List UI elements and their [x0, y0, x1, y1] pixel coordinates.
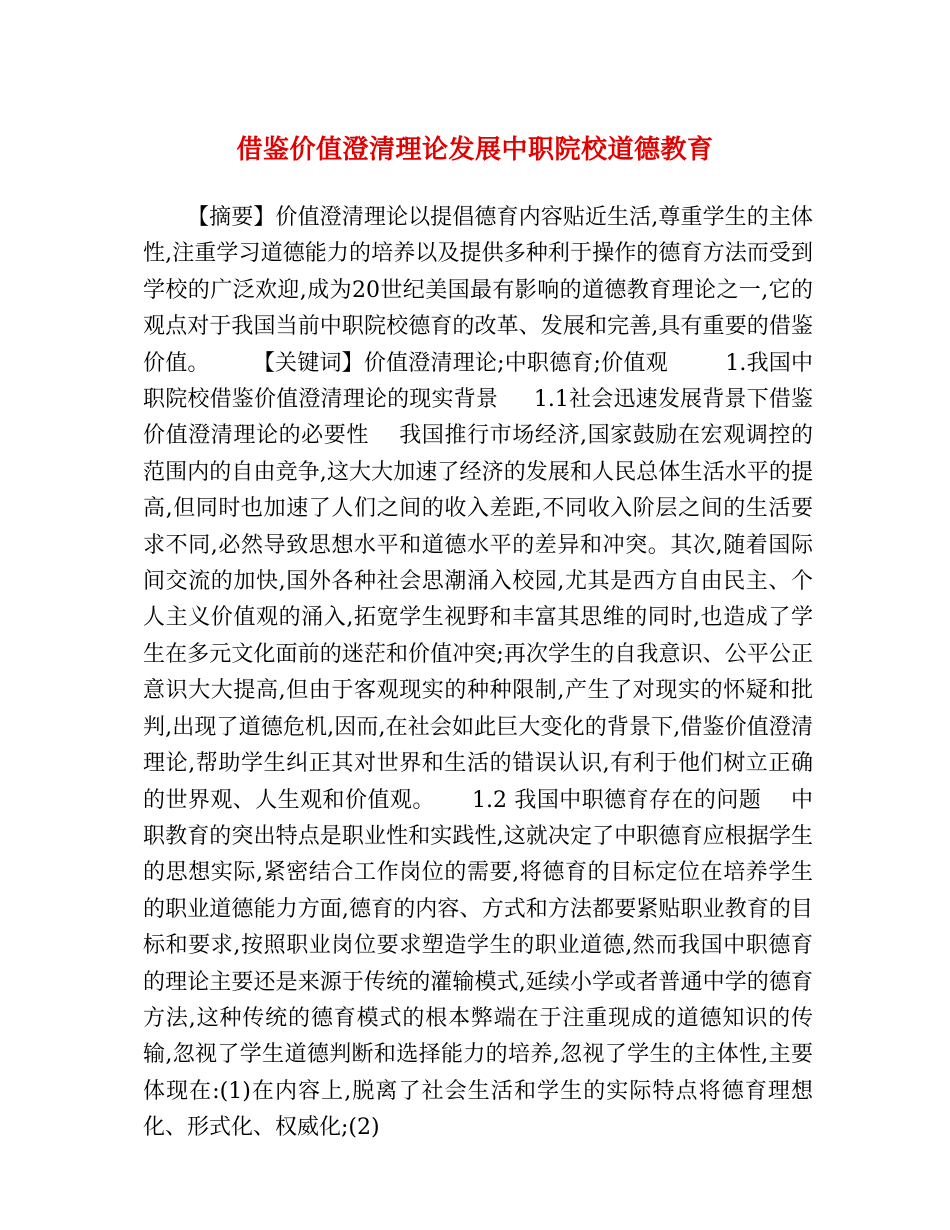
document-body: 【摘要】价值澄清理论以提倡德育内容贴近生活,尊重学生的主体性,注重学习道德能力的培养以及提供多种利于操作的德育方法而受到学校的广泛欢迎,成为20世纪美国最有影响的道德教育理论之一,它的观点对于我国当前中职院校德育的改革、发展和完善,具有重要的借鉴价值。 【关键词】价值澄清理论;中职德育;价值观 1.我国中职院校借鉴价值澄清理论的现实背景 1.1社会迅速发展背景下借鉴价值澄清理论的必要性 我国推行市场经济,国家鼓励在宏观调控的范围内的自由竞争,这大大加速了经济的发展和人民总体生活水平的提高,但同时也加速了人们之间的收入差距,不同收入阶层之间的生活要求不同,必然导致思想水平和道德水平的差异和冲突。其次,随着国际间交流的加快,国外各种社会思潮涌入校园,尤其是西方自由民主、个人主义价值观的涌入,拓宽学生视野和丰富其思维的同时,也造成了学生在多元文化面前的迷茫和价值冲突;再次学生的自我意识、公平公正意识大大提高,但由于客观现实的种种限制,产生了对现实的怀疑和批判,出现了道德危机,因而,在社会如此巨大变化的背景下,借鉴价值澄清理论,帮助学生纠正其对世界和生活的错误认识,有利于他们树立正确的世界观、人生观和价值观。 1.2 我国中职德育存在的问题 中职教育的突出特点是职业性和实践性,这就决定了中职德育应根据学生的思想实际,紧密结合工作岗位的需要,将德育的目标定位在培养学生的职业道德能力方面,德育的内容、方式和方法都要紧贴职业教育的目标和要求,按照职业岗位要求塑造学生的职业道德,然而我国中职德育的理论主要还是来源于传统的灌输模式,延续小学或者普通中学的德育方法,这种传统的德育模式的根本弊端在于注重现成的道德知识的传输,忽视了学生道德判断和选择能力的培养,忽视了学生的主体性,主要体现在:(1)在内容上,脱离了社会生活和学生的实际特点将德育理想化、形式化、权威化;(2) [143, 205, 813, 1141]
document-title: 借鉴价值澄清理论发展中职院校道德教育 [236, 135, 714, 165]
